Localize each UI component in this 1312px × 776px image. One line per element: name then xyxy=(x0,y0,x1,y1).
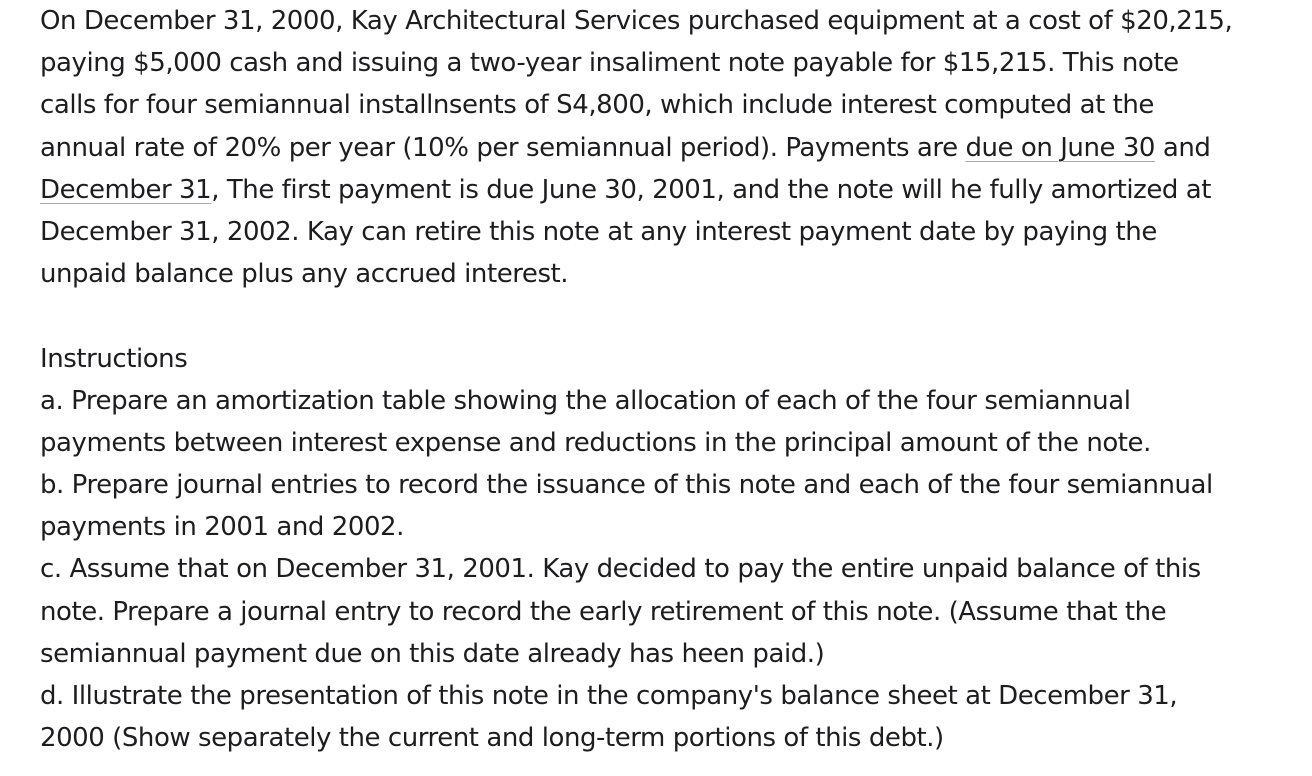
instruction-line-5: c. Assume that on December 31, 2001. Kay decided to pay the entire unpaid balance of this xyxy=(40,554,1201,585)
problem-line-5-text: , The first payment is due June 30, 2001, and the note will he fully amortized at xyxy=(211,174,1212,205)
problem-line-3: calls for four semiannual installnsents of S4,800, which include interest computed at the xyxy=(40,90,1154,121)
problem-line-5 xyxy=(40,169,1302,211)
instruction-line-2: payments between interest expense and reductions in the principal amount of the note. xyxy=(40,427,1151,458)
instruction-line-3: b. Prepare journal entries to record the issuance of this note and each of the four semiannual xyxy=(40,470,1213,501)
problem-line-4 xyxy=(40,127,1302,169)
paragraph-gap xyxy=(40,295,1302,337)
instruction-line-8: d. Illustrate the presentation of this note in the company's balance sheet at December 31, xyxy=(40,681,1178,711)
problem-line-4-tail: and xyxy=(1155,132,1211,163)
problem-paragraph xyxy=(40,0,1302,295)
problem-line-1: On December 31, 2000, Kay Architectural Services purchased equipment at a cost of $20,215, xyxy=(40,6,1233,36)
instructions-section xyxy=(40,338,1302,760)
problem-line-6: December 31, 2002. Kay can retire this note at any interest payment date by paying the xyxy=(40,216,1157,247)
instruction-line-9: 2000 (Show separately the current and long-term portions of this debt.) xyxy=(40,723,944,754)
instruction-line-1: a. Prepare an amortization table showing the allocation of each of the four semiannual xyxy=(40,385,1131,416)
instruction-line-6: note. Prepare a journal entry to record the early retirement of this note. (Assume that the xyxy=(40,596,1167,627)
problem-line-2: paying $5,000 cash and issuing a two-year insaliment note payable for $15,215. This note xyxy=(40,48,1179,79)
problem-line-4-text: annual rate of 20% per year (10% per semiannual period). Payments are xyxy=(40,132,966,163)
instruction-line-7: semiannual payment due on this date already has heen paid.) xyxy=(40,638,825,669)
instructions-heading: Instructions xyxy=(40,343,188,374)
december-link[interactable]: December 31 xyxy=(40,174,212,205)
due-date-link[interactable]: due on June 30 xyxy=(965,132,1156,163)
document-body xyxy=(40,0,1302,759)
instruction-line-4: payments in 2001 and 2002. xyxy=(40,512,404,543)
problem-line-7: unpaid balance plus any accrued interest. xyxy=(40,259,569,290)
